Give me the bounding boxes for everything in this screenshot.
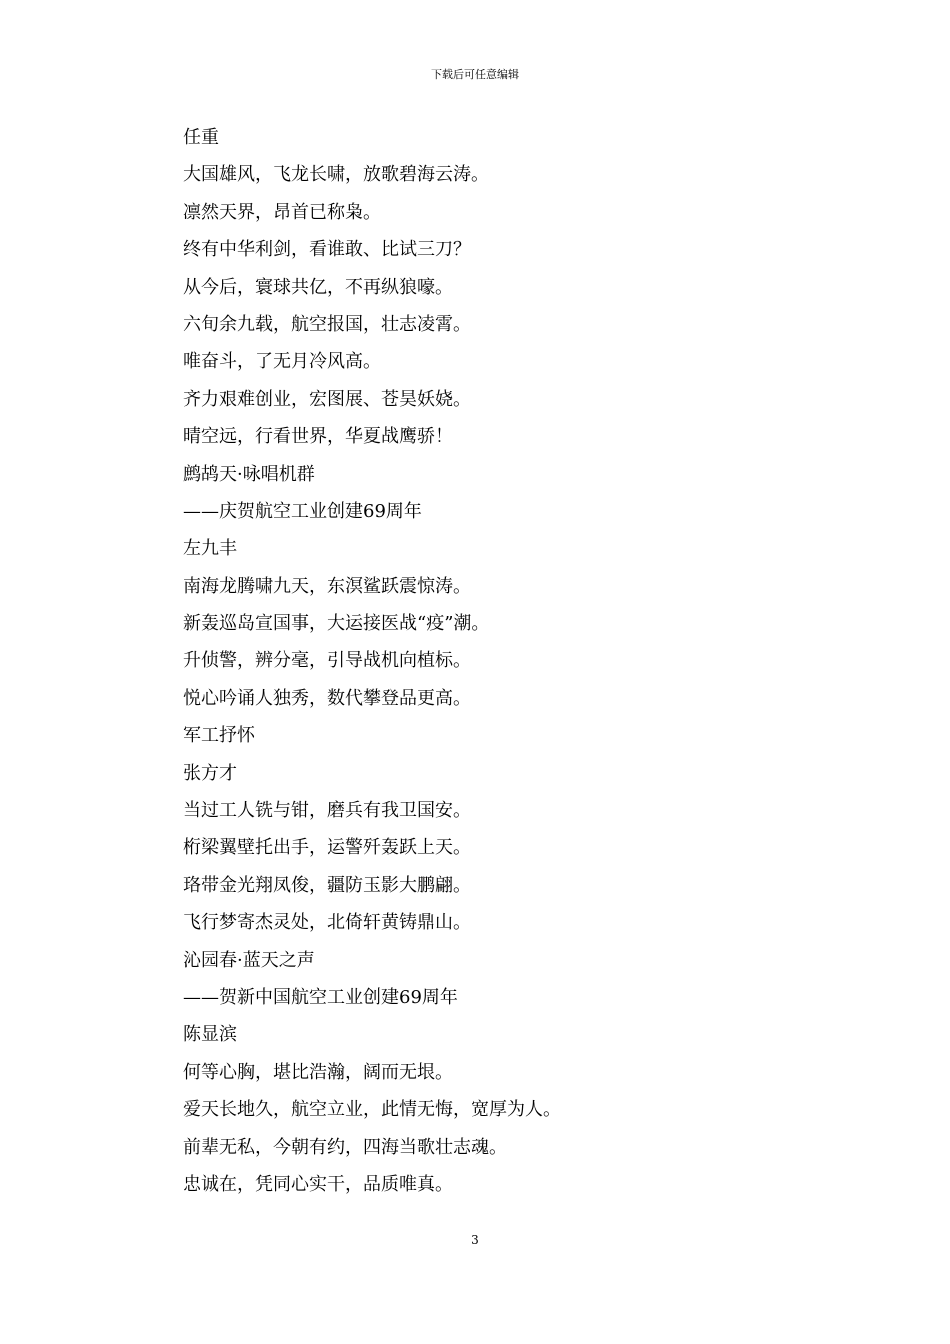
text-line: 六旬余九载，航空报国，壮志凌霄。 — [183, 313, 471, 335]
text-line: 南海龙腾啸九天，东溟鲨跃震惊涛。 — [183, 575, 471, 597]
poem-author: 陈显滨 — [183, 1024, 237, 1046]
poem-body — [183, 124, 823, 1208]
page-number: 3 — [471, 1233, 479, 1247]
text-line: 齐力艰难创业，宏图展、苍昊妖娆。 — [183, 388, 471, 410]
poem-title: 军工抒怀 — [183, 725, 255, 747]
text-line: 终有中华利剑，看谁敢、比试三刀？ — [183, 239, 471, 261]
poem-author: 张方才 — [183, 762, 237, 784]
text-line: 从今后，寰球共亿，不再纵狼嚎。 — [183, 276, 453, 298]
text-line: 唯奋斗，了无月冷风高。 — [183, 351, 381, 373]
text-line: 桁梁翼壁托出手，运警歼轰跃上天。 — [183, 837, 471, 859]
poem-title: 沁园春·蓝天之声 — [183, 949, 315, 971]
text-line: 升侦警，辨分毫，引导战机向植标。 — [183, 650, 471, 672]
text-line: 当过工人铣与钳，磨兵有我卫国安。 — [183, 800, 471, 822]
text-line: 任重 — [183, 127, 219, 148]
text-line: 悦心吟诵人独秀，数代攀登品更高。 — [183, 687, 471, 709]
text-line: 飞行梦寄杰灵处，北倚轩黄铸鼎山。 — [183, 912, 471, 934]
text-line: 前辈无私，今朝有约，四海当歌壮志魂。 — [183, 1136, 507, 1158]
text-line: 凛然天界，昂首已称枭。 — [183, 201, 381, 223]
text-line: 晴空远，行看世界，华夏战鹰骄！ — [183, 426, 453, 448]
poem-title: 鹧鸪天·咏唱机群 — [183, 463, 315, 485]
poem-author: 左九丰 — [183, 538, 237, 560]
page-header: 下载后可任意编辑 — [431, 68, 519, 81]
text-line: 忠诚在，凭同心实干，品质唯真。 — [183, 1173, 453, 1195]
text-line: 大国雄风，飞龙长啸，放歌碧海云涛。 — [183, 164, 489, 186]
text-line: 爱天长地久，航空立业，此情无悔，宽厚为人。 — [183, 1099, 561, 1121]
poem-subtitle: ——庆贺航空工业创建69周年 — [183, 500, 422, 522]
text-line: 珞带金光翔凤俊，疆防玉影大鹏翩。 — [183, 874, 471, 896]
text-line: 何等心胸，堪比浩瀚，阔而无垠。 — [183, 1061, 453, 1083]
poem-subtitle: ——贺新中国航空工业创建69周年 — [183, 986, 458, 1008]
text-line: 新轰巡岛宣国事，大运接医战“疫”潮。 — [183, 613, 490, 635]
